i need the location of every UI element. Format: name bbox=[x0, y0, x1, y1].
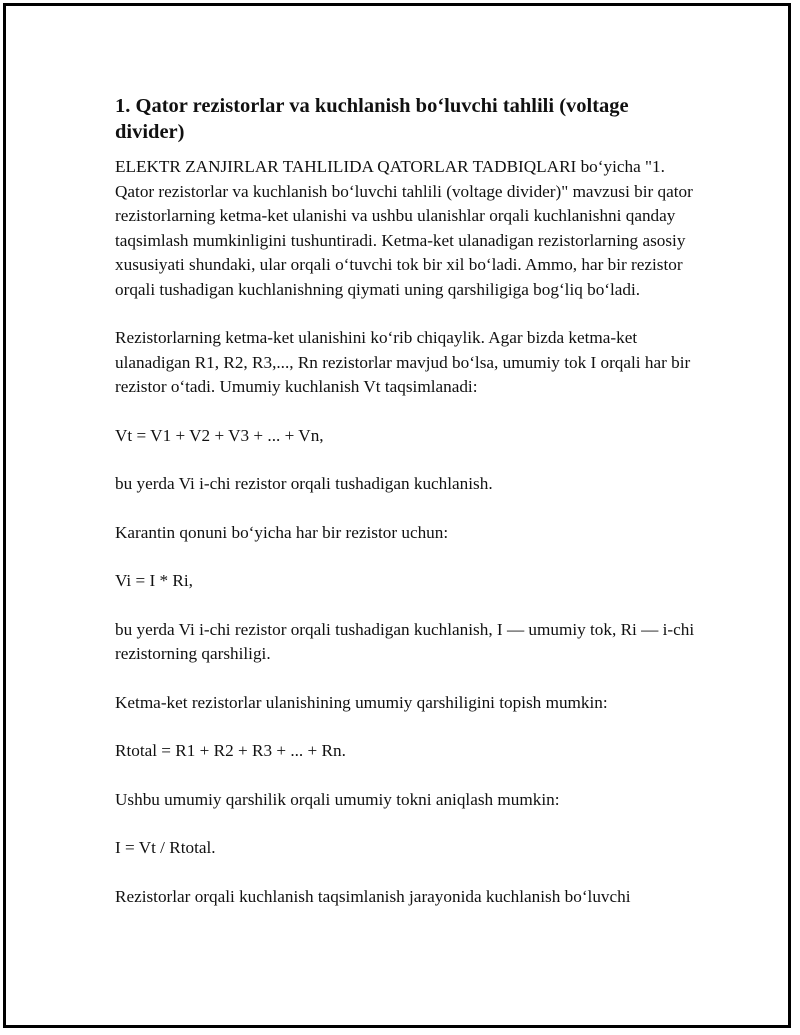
section-title: 1. Qator rezistorlar va kuchlanish bo‘luvchi tahlili (voltage divider) bbox=[115, 95, 629, 143]
intro-paragraph: ELEKTR ZANJIRLAR TAHLILIDA QATORLAR TADBIQLARI bo‘yicha "1. Qator rezistorlar va kuchlanish bo‘luvchi tahlili (voltage divider)" mavzusi bir qator rezistorlarning ketma-ket ulanishi va ushbu ulanishlar orqali kuchlanishni qanday taqsimlash mumkinligini tushuntiradi. Ketma-ket ulanadigan rezistorlarning asosiy xususiyati shundaki, ular orqali o‘tuvchi tok bir xil bo‘ladi. Ammo, har bir rezistor orqali tushadigan kuchlanishning qiymati uning qarshiligiga bog‘liq bo‘ladi. bbox=[115, 157, 693, 299]
document-body bbox=[115, 93, 695, 933]
total-current-intro: Ushbu umumiy qarshilik orqali umumiy tokni aniqlash mumkin: bbox=[115, 789, 560, 809]
total-current-formula: I = Vt / Rtotal. bbox=[115, 838, 216, 857]
divider-paragraph: Rezistorlar orqali kuchlanish taqsimlanish jarayonida kuchlanish bo‘luvchi bbox=[115, 886, 631, 906]
ohm-formula: Vi = I * Ri, bbox=[115, 571, 193, 590]
voltage-definition-paragraph: bu yerda Vi i-chi rezistor orqali tushadigan kuchlanish. bbox=[115, 474, 493, 493]
law-paragraph: Karantin qonuni bo‘yicha har bir rezistor uchun: bbox=[115, 522, 449, 542]
terms-definition-paragraph: bu yerda Vi i-chi rezistor orqali tushadigan kuchlanish, I — umumiy tok, Ri — i-chi rezistorning qarshiligi. bbox=[115, 619, 695, 663]
total-voltage-formula: Vt = V1 + V2 + V3 + ... + Vn, bbox=[115, 425, 324, 445]
series-connection-paragraph: Rezistorlarning ketma-ket ulanishini ko‘rib chiqaylik. Agar bizda ketma-ket ulanadigan R1, R2, R3,..., Rn rezistorlar mavjud bo‘lsa, umumiy tok I orqali har bir rezistor o‘tadi. Umumiy kuchlanish Vt taqsimlanadi: bbox=[115, 328, 691, 396]
total-resistance-intro: Ketma-ket rezistorlar ulanishining umumiy qarshiligini topish mumkin: bbox=[115, 692, 608, 712]
total-resistance-formula: Rtotal = R1 + R2 + R3 + ... + Rn. bbox=[115, 741, 346, 760]
